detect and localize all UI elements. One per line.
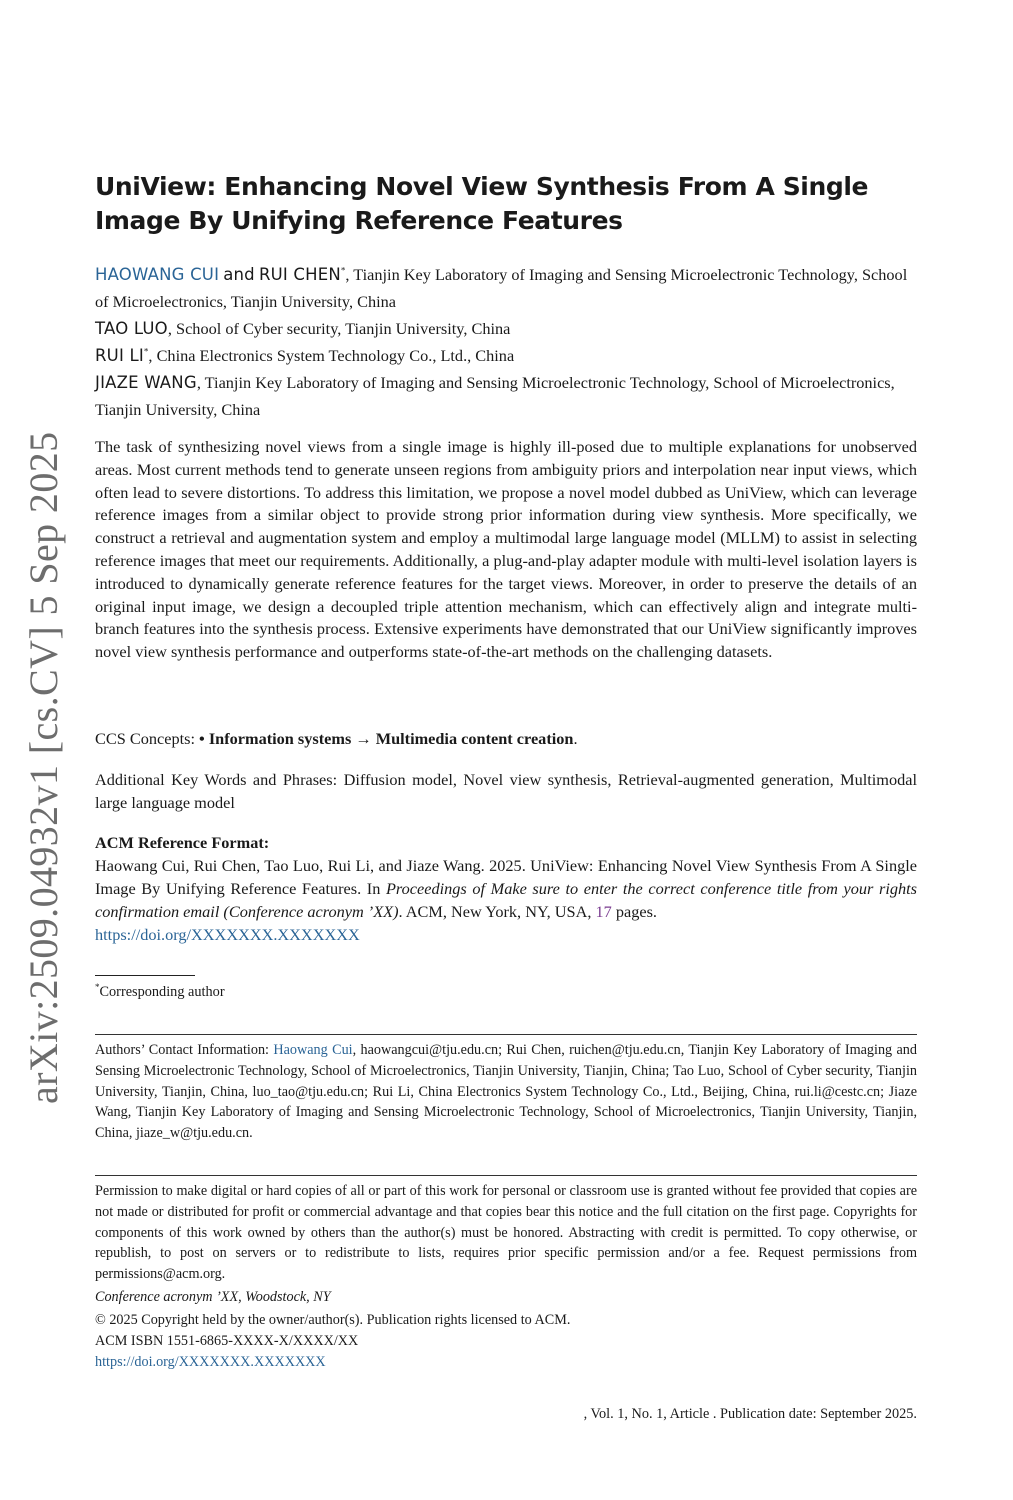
author-conjunction: and — [223, 265, 255, 284]
author-line-1 — [95, 261, 917, 315]
ccs-bullet: • — [199, 729, 209, 748]
acm-reference-text: Haowang Cui, Rui Chen, Tao Luo, Rui Li, and Jiaze Wang. 2025. UniView: Enhancing Novel View Synthesis From A Single Image By Unifying Reference Features. In — [95, 856, 917, 898]
ccs-arrow: → — [351, 729, 376, 748]
page-footer: , Vol. 1, No. 1, Article . Publication date: September 2025. — [583, 1406, 917, 1422]
author-line-4 — [95, 369, 917, 423]
acm-reference-doi-link[interactable]: https://doi.org/XXXXXXX.XXXXXXX — [95, 925, 360, 944]
acm-reference-venue: Proceedings of Make sure to enter the correct conference title from your rights confirmation email (Conference acronym ’XX) — [95, 879, 918, 921]
acm-reference-text: pages. — [611, 902, 657, 921]
paper-title: UniView: Enhancing Novel View Synthesis From A Single Image By Unifying Reference Features — [95, 172, 869, 235]
permission-divider — [95, 1175, 917, 1176]
author-name-tao-luo: TAO LUO — [95, 319, 168, 338]
doi-link[interactable]: https://doi.org/XXXXXXX.XXXXXXX — [95, 1354, 326, 1370]
contact-author-link[interactable]: Haowang Cui — [273, 1042, 353, 1058]
author-name-haowang-cui[interactable]: HAOWANG CUI — [95, 265, 220, 284]
additional-keywords: Additional Key Words and Phrases: Diffusion model, Novel view synthesis, Retrieval-augmented generation, Multimodal large language model — [95, 770, 917, 812]
conference-line: Conference acronym ’XX, Woodstock, NY — [95, 1289, 331, 1305]
corresponding-mark: * — [143, 346, 149, 357]
footnote-mark: * — [95, 982, 100, 993]
author-name-jiaze-wang: JIAZE WANG — [95, 373, 197, 392]
author-affiliation: , Tianjin Key Laboratory of Imaging and Sensing Microelectronic Technology, School of Microelectronics, Tianjin University, China — [95, 373, 895, 419]
ccs-concept: Information systems — [208, 729, 352, 748]
ccs-end: . — [573, 729, 578, 748]
contact-divider — [95, 1034, 917, 1035]
authors-contact-information — [95, 1040, 917, 1144]
permission-notice: Permission to make digital or hard copies of all or part of this work for personal or classroom use is granted without fee provided that copies are not made or distributed for profit or commercial advantage and that copies bear this notice and the full citation on the first page. Copyrights for components of this work owned by others than the author(s) must be honored. Abstracting with credit is permitted. To copy otherwise, or republish, to post on servers or to redistribute to lists, requires prior specific permission and/or a fee. Request permissions from permissions@acm.org. — [95, 1183, 917, 1283]
acm-reference-body — [95, 854, 917, 946]
ccs-label: CCS Concepts: — [95, 729, 200, 748]
contact-prefix: Authors’ Contact Information: — [95, 1042, 274, 1058]
author-name-rui-li: RUI LI — [95, 346, 144, 365]
copyright-line: © 2025 Copyright held by the owner/author(s). Publication rights licensed to ACM. — [95, 1312, 571, 1328]
author-line-2 — [95, 315, 917, 342]
author-affiliation: , School of Cyber security, Tianjin University, China — [167, 319, 511, 338]
author-affiliation: , Tianjin Key Laboratory of Imaging and Sensing Microelectronic Technology, School of Microelectronics, Tianjin University, China — [95, 265, 908, 311]
corresponding-mark: * — [340, 265, 346, 276]
author-name-rui-chen: RUI CHEN — [258, 265, 341, 284]
footnote — [95, 982, 225, 1002]
ccs-subconcept: Multimedia content creation — [375, 729, 574, 748]
author-line-3 — [95, 342, 917, 369]
arxiv-identifier-text: arXiv:2509.04932v1 [cs.CV] 5 Sep 2025 — [21, 431, 66, 1104]
isbn-line: ACM ISBN 1551-6865-XXXX-X/XXXX/XX — [95, 1333, 359, 1349]
footnote-divider — [95, 975, 195, 976]
acm-reference-text: . ACM, New York, NY, USA, — [398, 902, 596, 921]
footnote-text: Corresponding author — [99, 984, 225, 1000]
abstract: The task of synthesizing novel views from a single image is highly ill-posed due to multiple explanations for unobserved areas. Most current methods tend to generate unseen regions from ambiguity priors and interpolation near input views, which often lead to severe distortions. To address this limitation, we propose a novel model dubbed as UniView, which can leverage reference images from a similar object to provide strong prior information during view synthesis. More specifically, we construct a retrieval and augmentation system and employ a multimodal large language model (MLLM) to assist in selecting reference images that meet our requirements. Additionally, a plug-and-play adapter module with multi-level isolation layers is introduced to dynamically generate reference features for the target views. Moreover, in order to preserve the details of an original input image, we design a decoupled triple attention mechanism, which can effectively align and integrate multi-branch features into the synthesis process. Extensive experiments have demonstrated that our UniView significantly improves novel view synthesis performance and outperforms state-of-the-art methods on the challenging datasets. — [95, 437, 917, 662]
contact-text: , haowangcui@tju.edu.cn; Rui Chen, ruichen@tju.edu.cn, Tianjin Key Laboratory of Imaging and Sensing Microelectronic Technology, School of Microelectronics, Tianjin University, Tianjin, China; Tao Luo, School of Cyber security, Tianjin University, Tianjin, China, luo_tao@tju.edu.cn; Rui Li, China Electronics System Technology Co., Ltd., Beijing, China, rui.li@cestc.cn; Jiaze Wang, Tianjin Key Laboratory of Imaging and Sensing Microelectronic Technology, School of Microelectronics, Tianjin University, Tianjin, China, jiaze_w@tju.edu.cn. — [95, 1042, 917, 1142]
acm-reference-heading: ACM Reference Format: — [95, 833, 270, 852]
arxiv-identifier-stamp — [14, 400, 82, 1105]
author-affiliation: , China Electronics System Technology Co., Ltd., China — [148, 346, 515, 365]
ccs-concepts — [95, 727, 917, 750]
page-count-link[interactable]: 17 — [595, 902, 612, 921]
